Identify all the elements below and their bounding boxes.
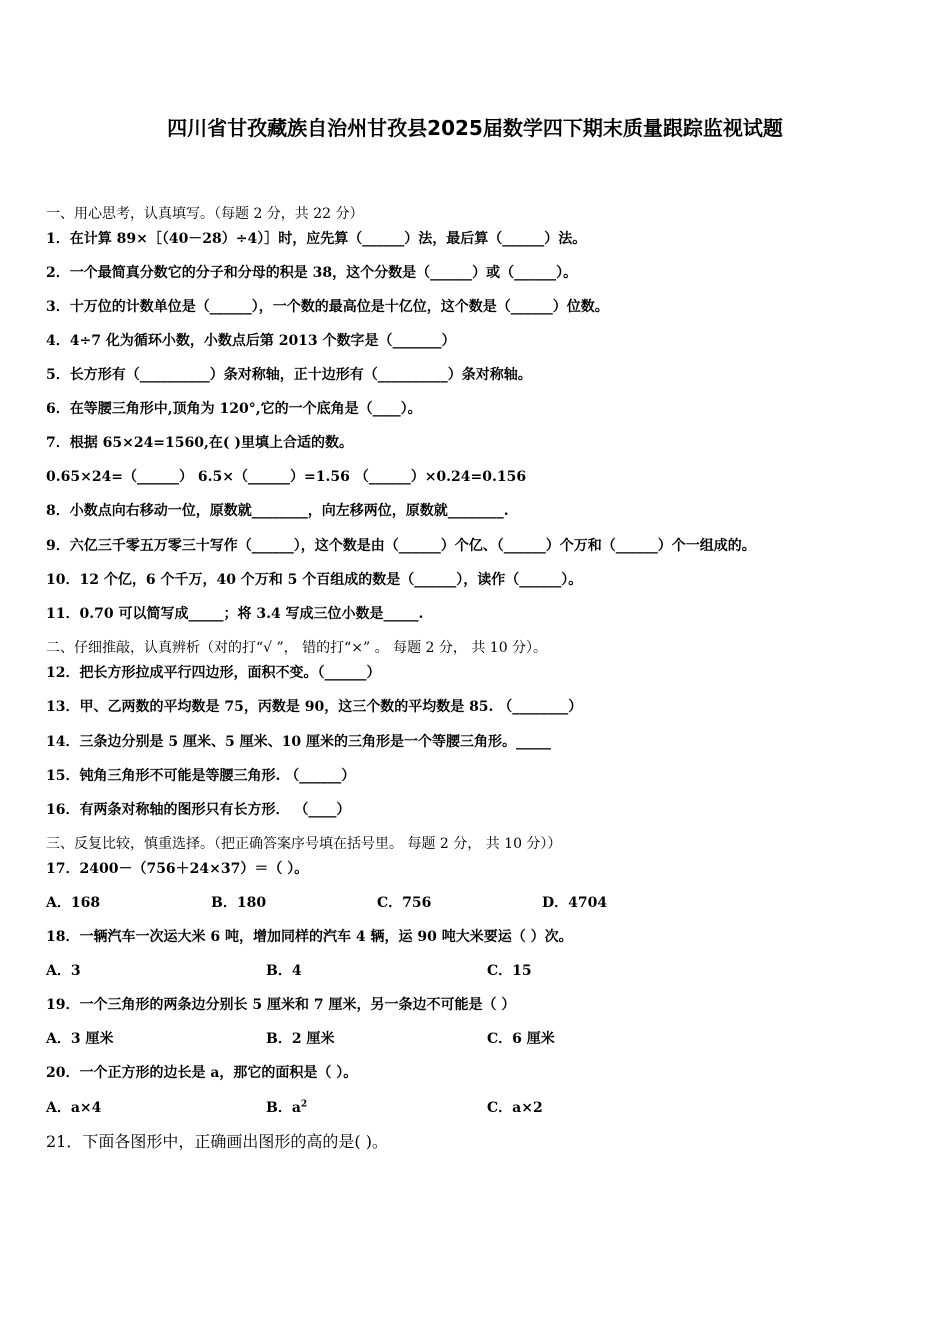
question-10: 10．12 个亿，6 个千万，40 个万和 5 个百组成的数是（______），读作（______）。	[46, 572, 583, 588]
question-7: 7．根据 65×24=1560,在( )里填上合适的数。	[46, 435, 354, 451]
page-title: 四川省甘孜藏族自治州甘孜县2025届数学四下期末质量跟踪监视试题	[167, 116, 783, 140]
section-1-heading: 一、用心思考，认真填写。（每题 2 分，共 22 分）	[46, 206, 364, 222]
question-17-option-d: D．4704	[542, 895, 608, 911]
question-9: 9．六亿三千零五万零三十写作（______），这个数是由（______）个亿、（______）个万和（______）个一组成的。	[46, 538, 756, 554]
question-11: 11．0.70 可以简写成_____；将 3.4 写成三位小数是_____.	[46, 606, 424, 622]
question-20-option-b	[266, 1097, 307, 1117]
question-18-option-a: A．3	[46, 963, 81, 979]
question-20-option-b-base: B．a	[266, 1100, 301, 1116]
question-8: 8．小数点向右移动一位，原数就________，向左移两位，原数就________.	[46, 503, 509, 519]
question-18-option-b: B．4	[266, 963, 302, 979]
question-6: 6．在等腰三角形中,顶角为 120°,它的一个底角是（____）。	[46, 401, 422, 417]
question-1: 1．在计算 89×［（40－28）÷4）］时，应先算（______）法，最后算（______）法。	[46, 231, 587, 247]
question-19-option-b: B．2 厘米	[266, 1031, 335, 1047]
question-4: 4．4÷7 化为循环小数，小数点后第 2013 个数字是（_______）	[46, 333, 456, 349]
question-19: 19．一个三角形的两条边分别长 5 厘米和 7 厘米，另一条边不可能是（ ）	[46, 997, 516, 1013]
section-3-heading: 三、反复比较，慎重选择。（把正确答案序号填在括号里。 每题 2 分， 共 10 分））	[46, 836, 562, 852]
question-18: 18．一辆汽车一次运大米 6 吨，增加同样的汽车 4 辆，运 90 吨大米要运（ ）次。	[46, 929, 573, 945]
question-14: 14．三条边分别是 5 厘米、5 厘米、10 厘米的三角形是一个等腰三角形。_____	[46, 734, 551, 750]
question-19-option-a: A．3 厘米	[46, 1031, 114, 1047]
question-19-option-c: C．6 厘米	[487, 1031, 555, 1047]
question-18-option-c: C．15	[487, 963, 532, 979]
question-16: 16．有两条对称轴的图形只有长方形． （____）	[46, 802, 351, 818]
question-20-option-a: A．a×4	[46, 1100, 102, 1116]
question-13: 13．甲、乙两数的平均数是 75，丙数是 90，这三个数的平均数是 85. （________）	[46, 699, 583, 715]
question-21: 21．下面各图形中，正确画出图形的高的是( )。	[46, 1132, 388, 1151]
question-5: 5．长方形有（__________）条对称轴，正十边形有（__________）条对称轴。	[46, 367, 532, 383]
question-15: 15．钝角三角形不可能是等腰三角形. （______）	[46, 768, 356, 784]
question-3: 3．十万位的计数单位是（______），一个数的最高位是十亿位，这个数是（______）位数。	[46, 299, 609, 315]
question-17-option-c: C．756	[377, 895, 432, 911]
question-20-option-c: C．a×2	[487, 1100, 543, 1116]
question-20-option-b-exponent: 2	[300, 1099, 308, 1110]
question-17: 17．2400－（756＋24×37）＝（ ）。	[46, 861, 309, 877]
question-17-option-b: B．180	[211, 895, 267, 911]
question-2: 2．一个最简真分数它的分子和分母的积是 38，这个分数是（______）或（______）。	[46, 265, 578, 281]
question-17-option-a: A．168	[46, 895, 101, 911]
question-7-equations: 0.65×24=（______） 6.5×（______）=1.56 （______）×0.24=0.156	[46, 469, 527, 485]
section-2-heading: 二、仔细推敲，认真辨析（对的打“√ ”， 错的打“×” 。 每题 2 分， 共 10 分）。	[46, 640, 548, 656]
question-12: 12．把长方形拉成平行四边形，面积不变。（______）	[46, 665, 381, 681]
question-20: 20．一个正方形的边长是 a，那它的面积是（ ）。	[46, 1065, 358, 1081]
